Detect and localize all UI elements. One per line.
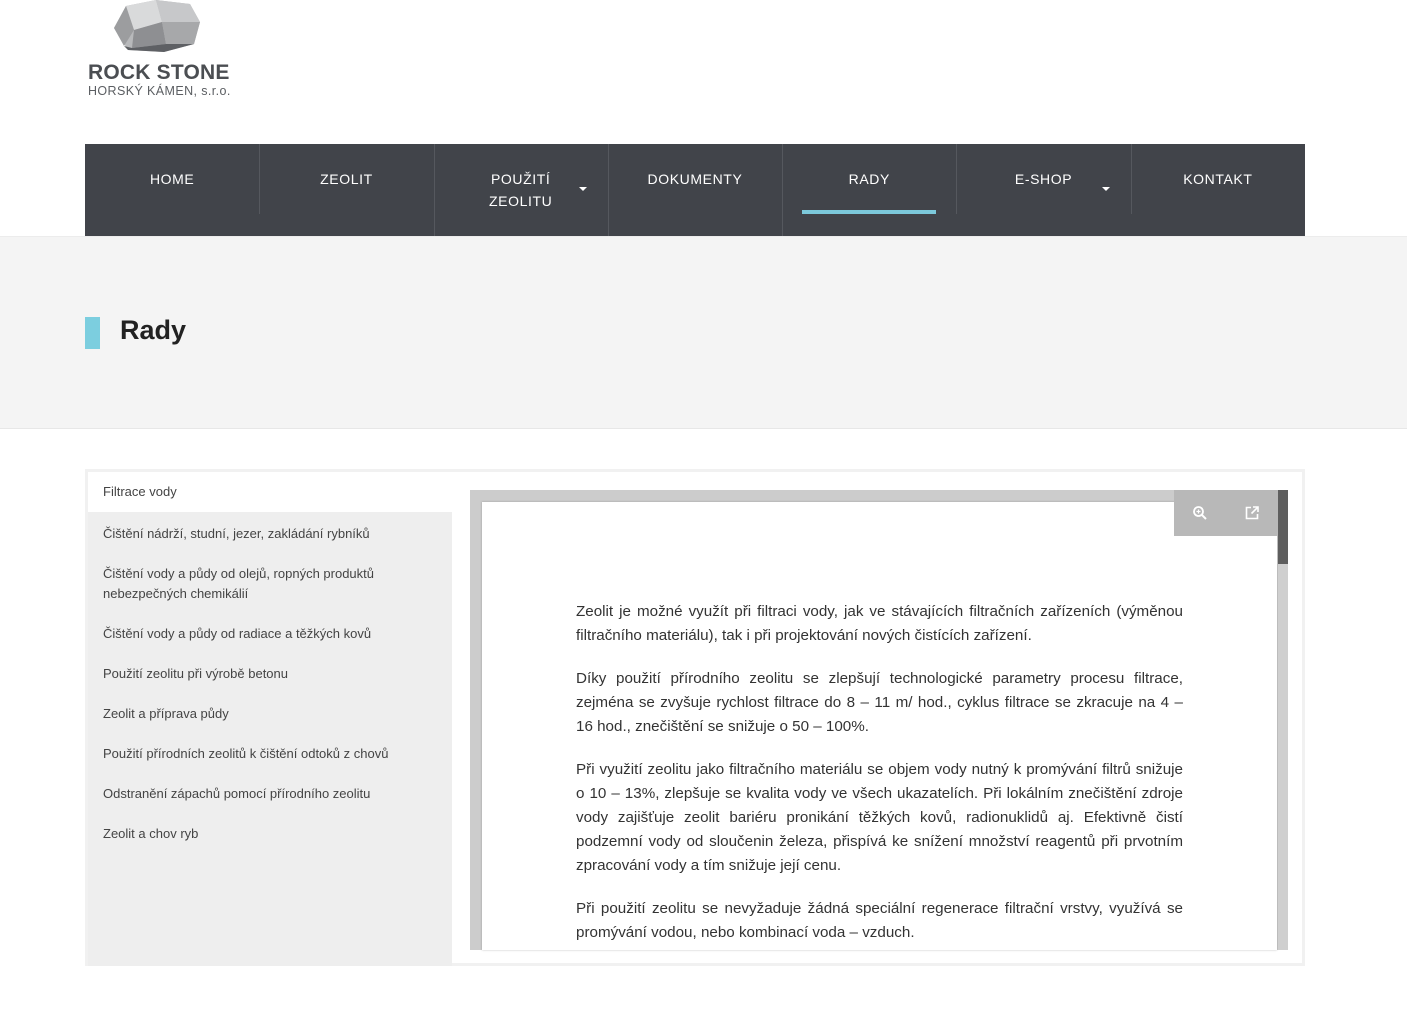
document-viewer[interactable]: [470, 490, 1288, 950]
nav-item-rady[interactable]: [782, 144, 956, 236]
viewer-toolbar: [1174, 490, 1278, 536]
sidebar-item-cisteni-nadrzi[interactable]: Čištění nádrží, studní, jezer, zakládání rybníků: [103, 526, 370, 541]
logo-subtitle: HORSKÝ KÁMEN, s.r.o.: [88, 84, 231, 98]
rock-logo-icon: [104, 0, 204, 56]
nav-label: HOME: [149, 171, 195, 187]
page-header-band: [0, 236, 1407, 429]
logo-title: ROCK STONE: [88, 61, 230, 84]
nav-label: E-SHOP: [1014, 171, 1073, 187]
sidebar-item-cisteni-oleju[interactable]: Čištění vody a půdy od olejů, ropných produktů nebezpečných chemikálií: [103, 566, 375, 601]
zoom-button[interactable]: [1185, 498, 1215, 528]
active-nav-indicator: [802, 210, 936, 214]
nav-label: [489, 168, 552, 212]
sidebar-item-odtoky-z-chovu[interactable]: Použití přírodních zeolitů k čištění odtoků z chovů: [103, 746, 389, 761]
chevron-down-icon: [1102, 187, 1110, 191]
nav-item-pouziti-zeolitu[interactable]: [434, 144, 608, 236]
zoom-in-icon: [1192, 505, 1208, 521]
sidebar-item-priprava-pudy[interactable]: Zeolit a příprava půdy: [103, 706, 229, 721]
sidebar-item-zapach[interactable]: Odstranění zápachů pomocí přírodního zeolitu: [103, 786, 371, 801]
nav-item-zeolit[interactable]: [259, 144, 433, 236]
sidebar-item-beton[interactable]: Použití zeolitu při výrobě betonu: [103, 666, 288, 681]
document-paragraph: Při použití zeolitu se nevyžaduje žádná speciální regenerace filtrační vrstvy, využívá se promývání vodou, nebo kombinací voda – vzduch.: [576, 900, 1183, 941]
nav-label: DOKUMENTY: [647, 171, 743, 187]
document-paragraph: Díky použití přírodního zeolitu se zlepšují technologické parametry procesu filtrace, zejména se zvyšuje rychlost filtrace do 8 – 11 m/ hod., cyklus filtrace se zkracuje na 4 – 16 hod., znečištění se snižuje o 50 – 100%.: [576, 670, 1183, 735]
document-page: [482, 502, 1277, 950]
document-text: [576, 600, 1183, 950]
nav-label: RADY: [848, 171, 890, 187]
content-panel: [85, 469, 1305, 966]
sidebar-menu: [88, 472, 452, 966]
open-external-button[interactable]: [1237, 498, 1267, 528]
title-accent-bar: [85, 317, 100, 349]
viewer-scrollbar[interactable]: [1278, 490, 1288, 950]
page-title: Rady: [120, 315, 187, 345]
viewer-scrollbar-thumb[interactable]: [1278, 490, 1288, 564]
nav-label-line-1: POUŽITÍ: [490, 171, 551, 187]
nav-item-e-shop[interactable]: [956, 144, 1130, 236]
nav-item-home[interactable]: [85, 144, 259, 236]
document-paragraph: Při využití zeolitu jako filtračního materiálu se objem vody nutný k promývání filtrů snižuje o 10 – 13%, zlepšuje se kvalita vody ve všech ukazatelích. Při lokálním znečištění zdroje vody zajišťuje zeolit bariéru pronikání těžkých kovů, radionuklidů aj. Efektivně čistí podzemní vody od sloučenin železa, přispívá ke snížení množství reagentů při prvotním zpracování vody a tím snižuje její cenu.: [576, 761, 1183, 874]
nav-label-line-2: ZEOLITU: [489, 193, 553, 209]
nav-label: ZEOLIT: [320, 171, 373, 187]
open-external-icon: [1244, 505, 1260, 521]
site-logo[interactable]: [86, 0, 236, 110]
chevron-down-icon: [579, 187, 587, 191]
nav-item-kontakt[interactable]: [1131, 144, 1305, 236]
nav-label: KONTAKT: [1183, 171, 1253, 187]
sidebar-item-cisteni-radiace[interactable]: Čištění vody a půdy od radiace a těžkých kovů: [103, 626, 372, 641]
main-navigation: [85, 144, 1305, 236]
document-paragraph: Zeolit je možné využít při filtraci vody, jak ve stávajících filtračních zařízeních (výměnou filtračního materiálu), tak i při projektování nových čistících zařízení.: [576, 603, 1183, 644]
nav-item-dokumenty[interactable]: [608, 144, 782, 236]
sidebar-item-chov-ryb[interactable]: Zeolit a chov ryb: [103, 826, 199, 841]
sidebar-item-filtrace-vody[interactable]: Filtrace vody: [88, 472, 452, 512]
